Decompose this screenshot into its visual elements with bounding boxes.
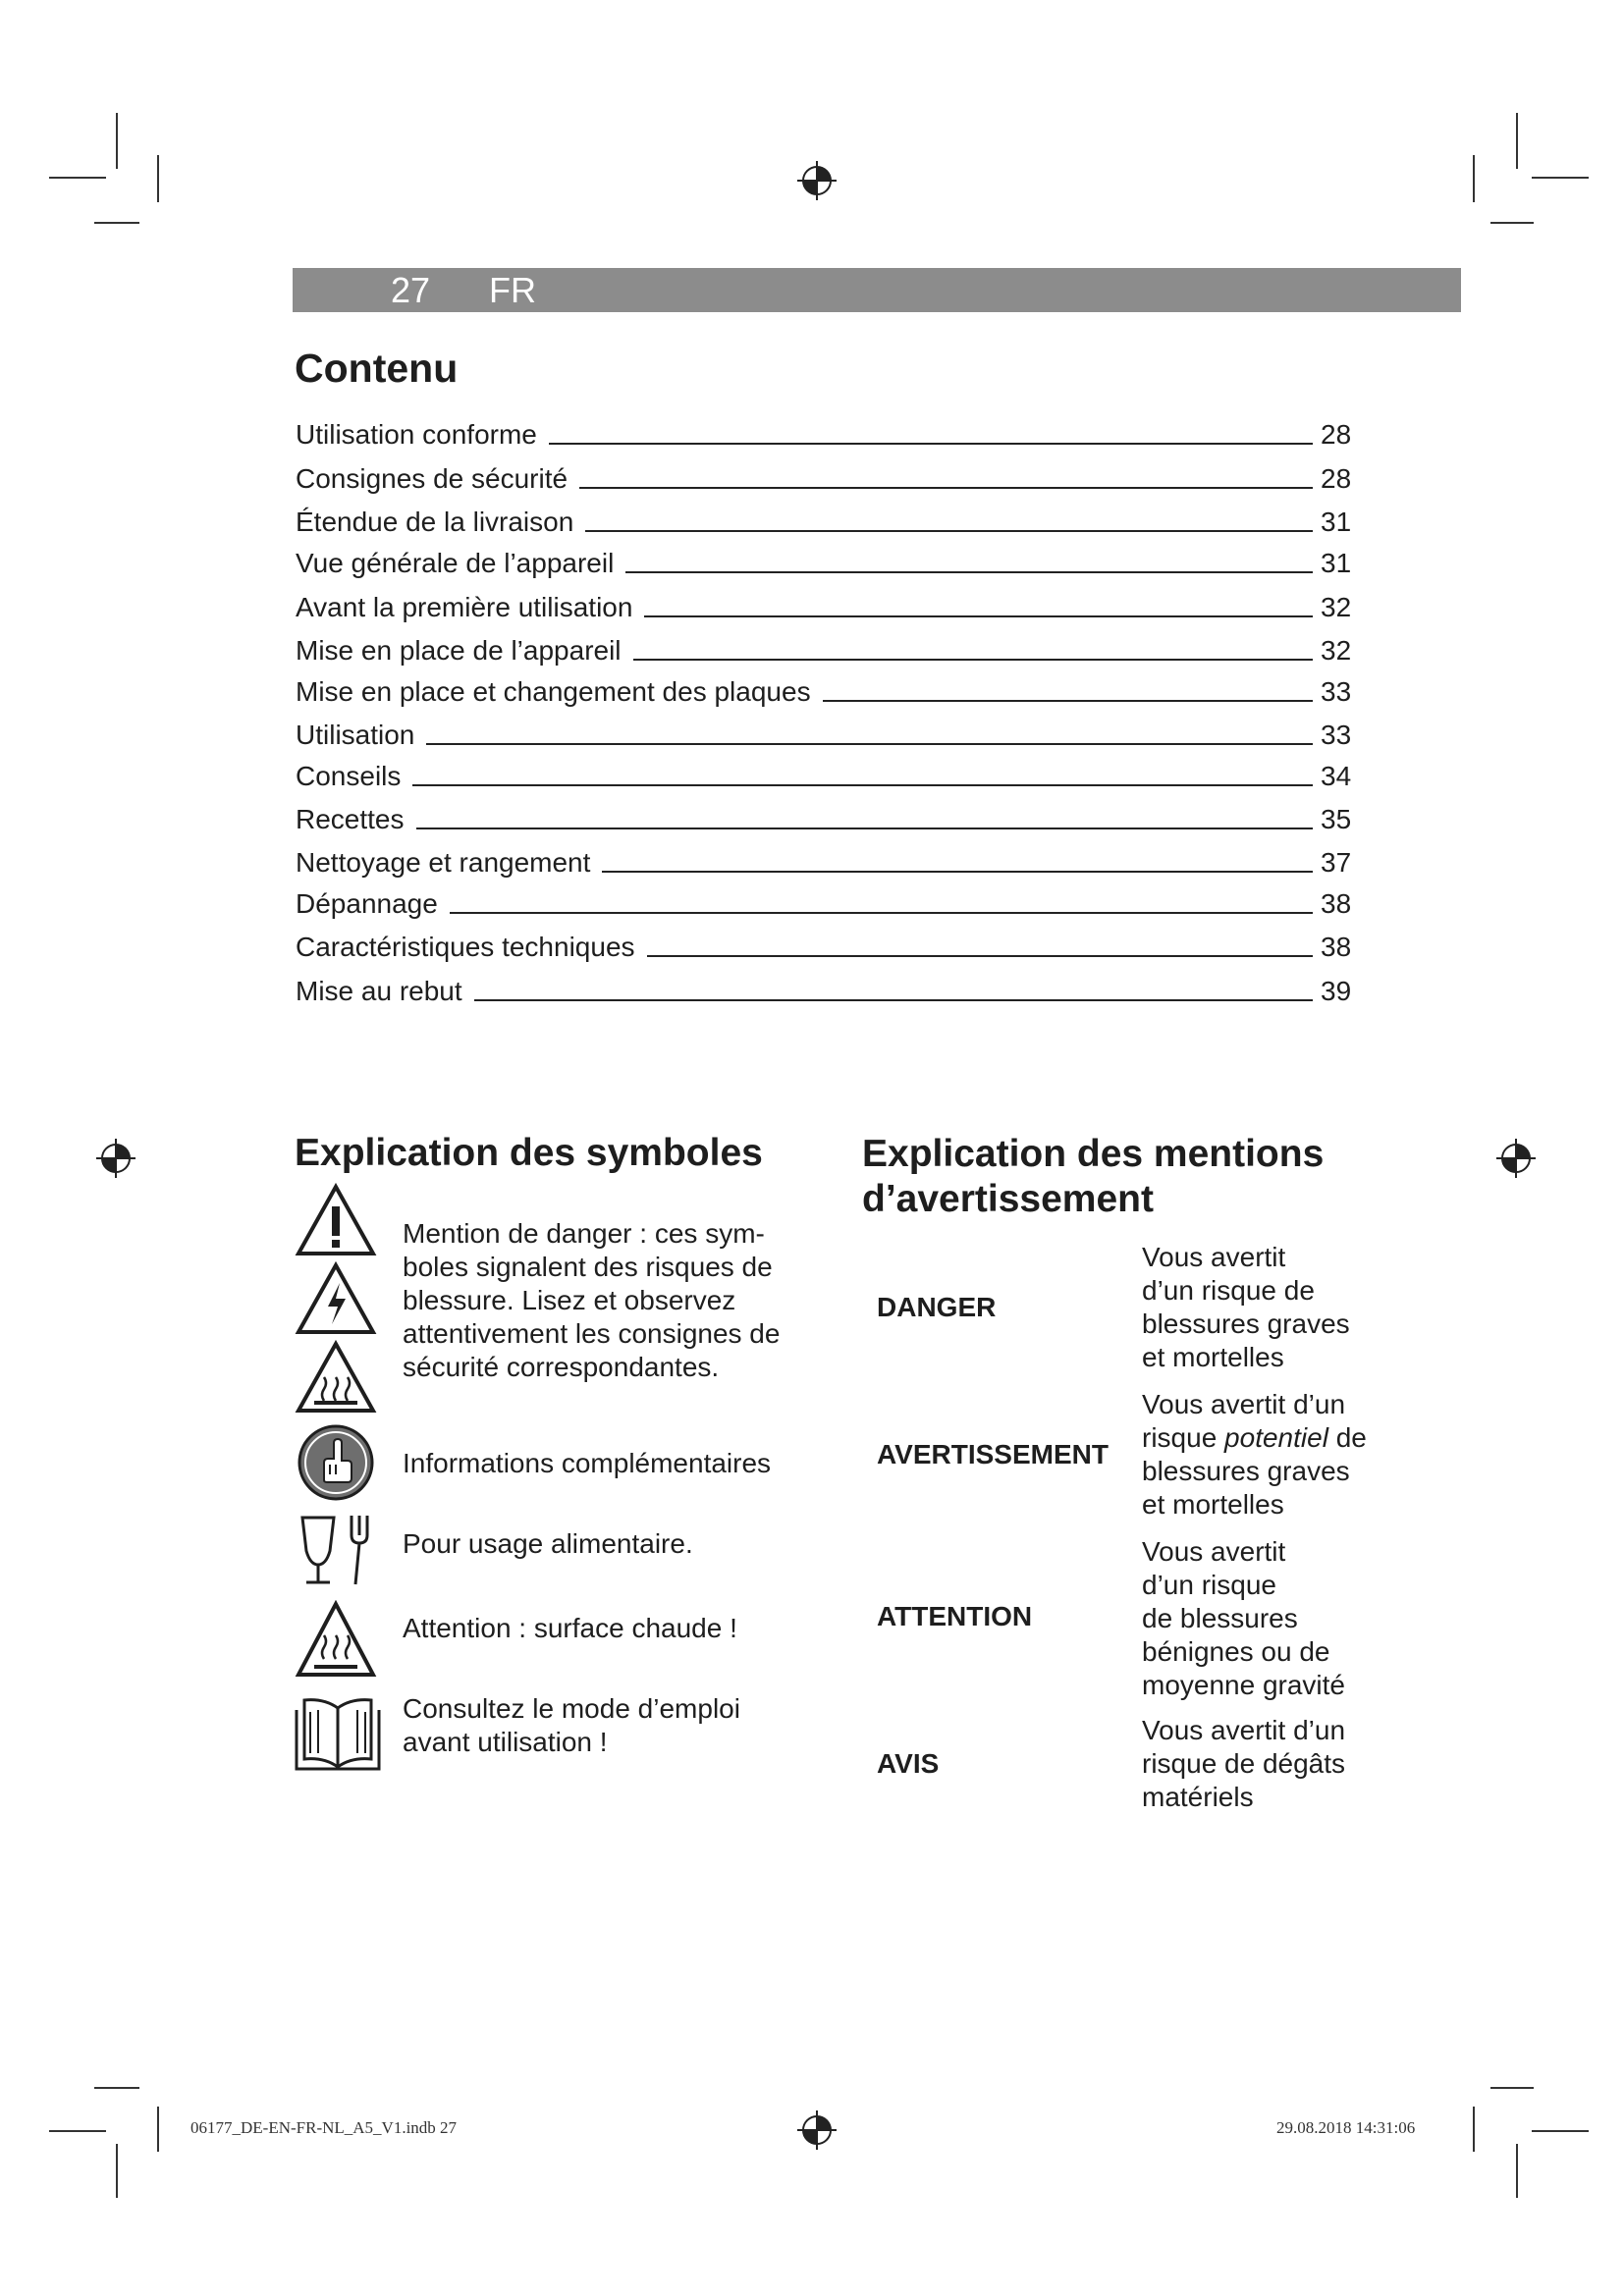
toc-entry-page: 34 [1321, 761, 1352, 791]
toc-entry [296, 964, 1356, 1007]
toc-leader-line [412, 784, 1313, 786]
toc-entry-page: 31 [1321, 507, 1352, 537]
toc-entry-label: Utilisation conforme [296, 419, 537, 450]
page-header-bar [293, 268, 1461, 312]
symbol-item-hot [295, 1600, 825, 1682]
toc-leader-line [585, 530, 1313, 532]
warning-description: Vous avertit d’un risque potentiel de blessures graves et mortelles [1142, 1389, 1367, 1520]
toc-leader-line [450, 912, 1313, 914]
footer-timestamp: 29.08.2018 14:31:06 [1276, 2118, 1416, 2137]
toc-entry [296, 708, 1356, 751]
toc-entry [296, 452, 1356, 495]
symbol-item-danger [295, 1183, 825, 1418]
toc-entry-label: Recettes [296, 804, 405, 834]
toc-leader-line [602, 871, 1313, 873]
toc-entry-label: Mise au rebut [296, 976, 462, 1006]
warning-description: Vous avertit d’un risque de blessures bénignes ou de moyenne gravité [1142, 1536, 1346, 1700]
symbol-description: Attention : surface chaude ! [403, 1613, 737, 1643]
registration-mark-icon [94, 1137, 137, 1180]
toc-leader-line [416, 828, 1314, 829]
hot-surface-icon [295, 1600, 377, 1682]
toc-entry-label: Étendue de la livraison [296, 507, 574, 537]
toc-leader-line [647, 955, 1313, 957]
toc-entry-label: Avant la première utilisation [296, 592, 633, 622]
manual-book-icon [295, 1690, 381, 1773]
symbol-item-food [295, 1512, 825, 1590]
toc-entry-label: Mise en place de l’appareil [296, 635, 622, 666]
toc-entry [296, 835, 1356, 879]
contents-title: Contenu [295, 346, 459, 391]
toc-entry-page: 32 [1321, 635, 1352, 666]
toc-entry-page: 32 [1321, 592, 1352, 622]
toc-entry-label: Caractéristiques techniques [296, 932, 635, 962]
registration-mark-icon [795, 2109, 839, 2152]
symbol-description: Informations complémentaires [403, 1448, 772, 1478]
toc-entry-page: 38 [1321, 888, 1352, 919]
registration-mark-icon [795, 159, 839, 202]
toc-entry [296, 920, 1356, 963]
toc-entry-label: Nettoyage et rangement [296, 847, 591, 878]
registration-mark-icon [1494, 1137, 1538, 1180]
toc-entry [296, 877, 1356, 920]
toc-leader-line [644, 615, 1313, 617]
toc-entry-page: 28 [1321, 463, 1352, 494]
toc-entry [296, 792, 1356, 835]
symbol-item-manual [295, 1690, 825, 1773]
page-number: 27 [391, 270, 431, 310]
symbol-description: Pour usage alimentaire. [403, 1528, 693, 1559]
toc-entry-label: Vue générale de l’appareil [296, 548, 615, 578]
info-hand-icon [295, 1423, 377, 1502]
toc-entry [296, 407, 1356, 451]
toc-entry-page: 37 [1321, 847, 1352, 878]
toc-leader-line [633, 659, 1313, 661]
toc-entry-page: 35 [1321, 804, 1352, 834]
toc-entry [296, 749, 1356, 792]
danger-warning-icons [295, 1183, 377, 1418]
footer-file-info: 06177_DE-EN-FR-NL_A5_V1.indb 27 [190, 2118, 458, 2137]
toc-entry-label: Conseils [296, 761, 402, 791]
warnings-title: Explication des mentions d’avertissement [862, 1133, 1325, 1220]
toc-entry-page: 39 [1321, 976, 1352, 1006]
toc-leader-line [426, 743, 1313, 745]
toc-entry-page: 33 [1321, 676, 1352, 707]
toc-leader-line [474, 999, 1313, 1001]
toc-entry-label: Utilisation [296, 720, 415, 750]
toc-entry [296, 580, 1356, 623]
symbol-description: Consultez le mode d’emploi avant utilisation ! [403, 1693, 740, 1757]
warning-label: AVERTISSEMENT [877, 1439, 1109, 1469]
toc-entry-label: Mise en place et changement des plaques [296, 676, 811, 707]
toc-entry-page: 31 [1321, 548, 1352, 578]
warning-label: AVIS [877, 1748, 940, 1779]
food-safe-icon [295, 1512, 377, 1590]
warning-label: DANGER [877, 1292, 997, 1322]
toc-entry-page: 33 [1321, 720, 1352, 750]
warning-description: Vous avertit d’un risque de blessures graves et mortelles [1142, 1242, 1350, 1372]
language-code: FR [489, 270, 536, 310]
toc-leader-line [549, 443, 1313, 445]
symbols-title: Explication des symboles [295, 1132, 763, 1174]
toc-entry [296, 623, 1356, 667]
toc-entry-page: 28 [1321, 419, 1352, 450]
warning-label: ATTENTION [877, 1601, 1033, 1631]
toc-entry [296, 495, 1356, 538]
toc-entry-label: Consignes de sécurité [296, 463, 568, 494]
toc-leader-line [579, 487, 1313, 489]
symbol-item-info [295, 1423, 825, 1502]
symbol-description: Mention de danger : ces sym- boles signalent des risques de blessure. Lisez et observez attentivement les consignes de sécurité correspondantes. [403, 1218, 781, 1382]
toc-leader-line [823, 700, 1313, 702]
toc-entry [296, 665, 1356, 708]
toc-entry-page: 38 [1321, 932, 1352, 962]
warning-description: Vous avertit d’un risque de dégâts matériels [1142, 1715, 1346, 1812]
toc-entry-label: Dépannage [296, 888, 438, 919]
toc-leader-line [625, 571, 1313, 573]
toc-entry [296, 536, 1356, 579]
